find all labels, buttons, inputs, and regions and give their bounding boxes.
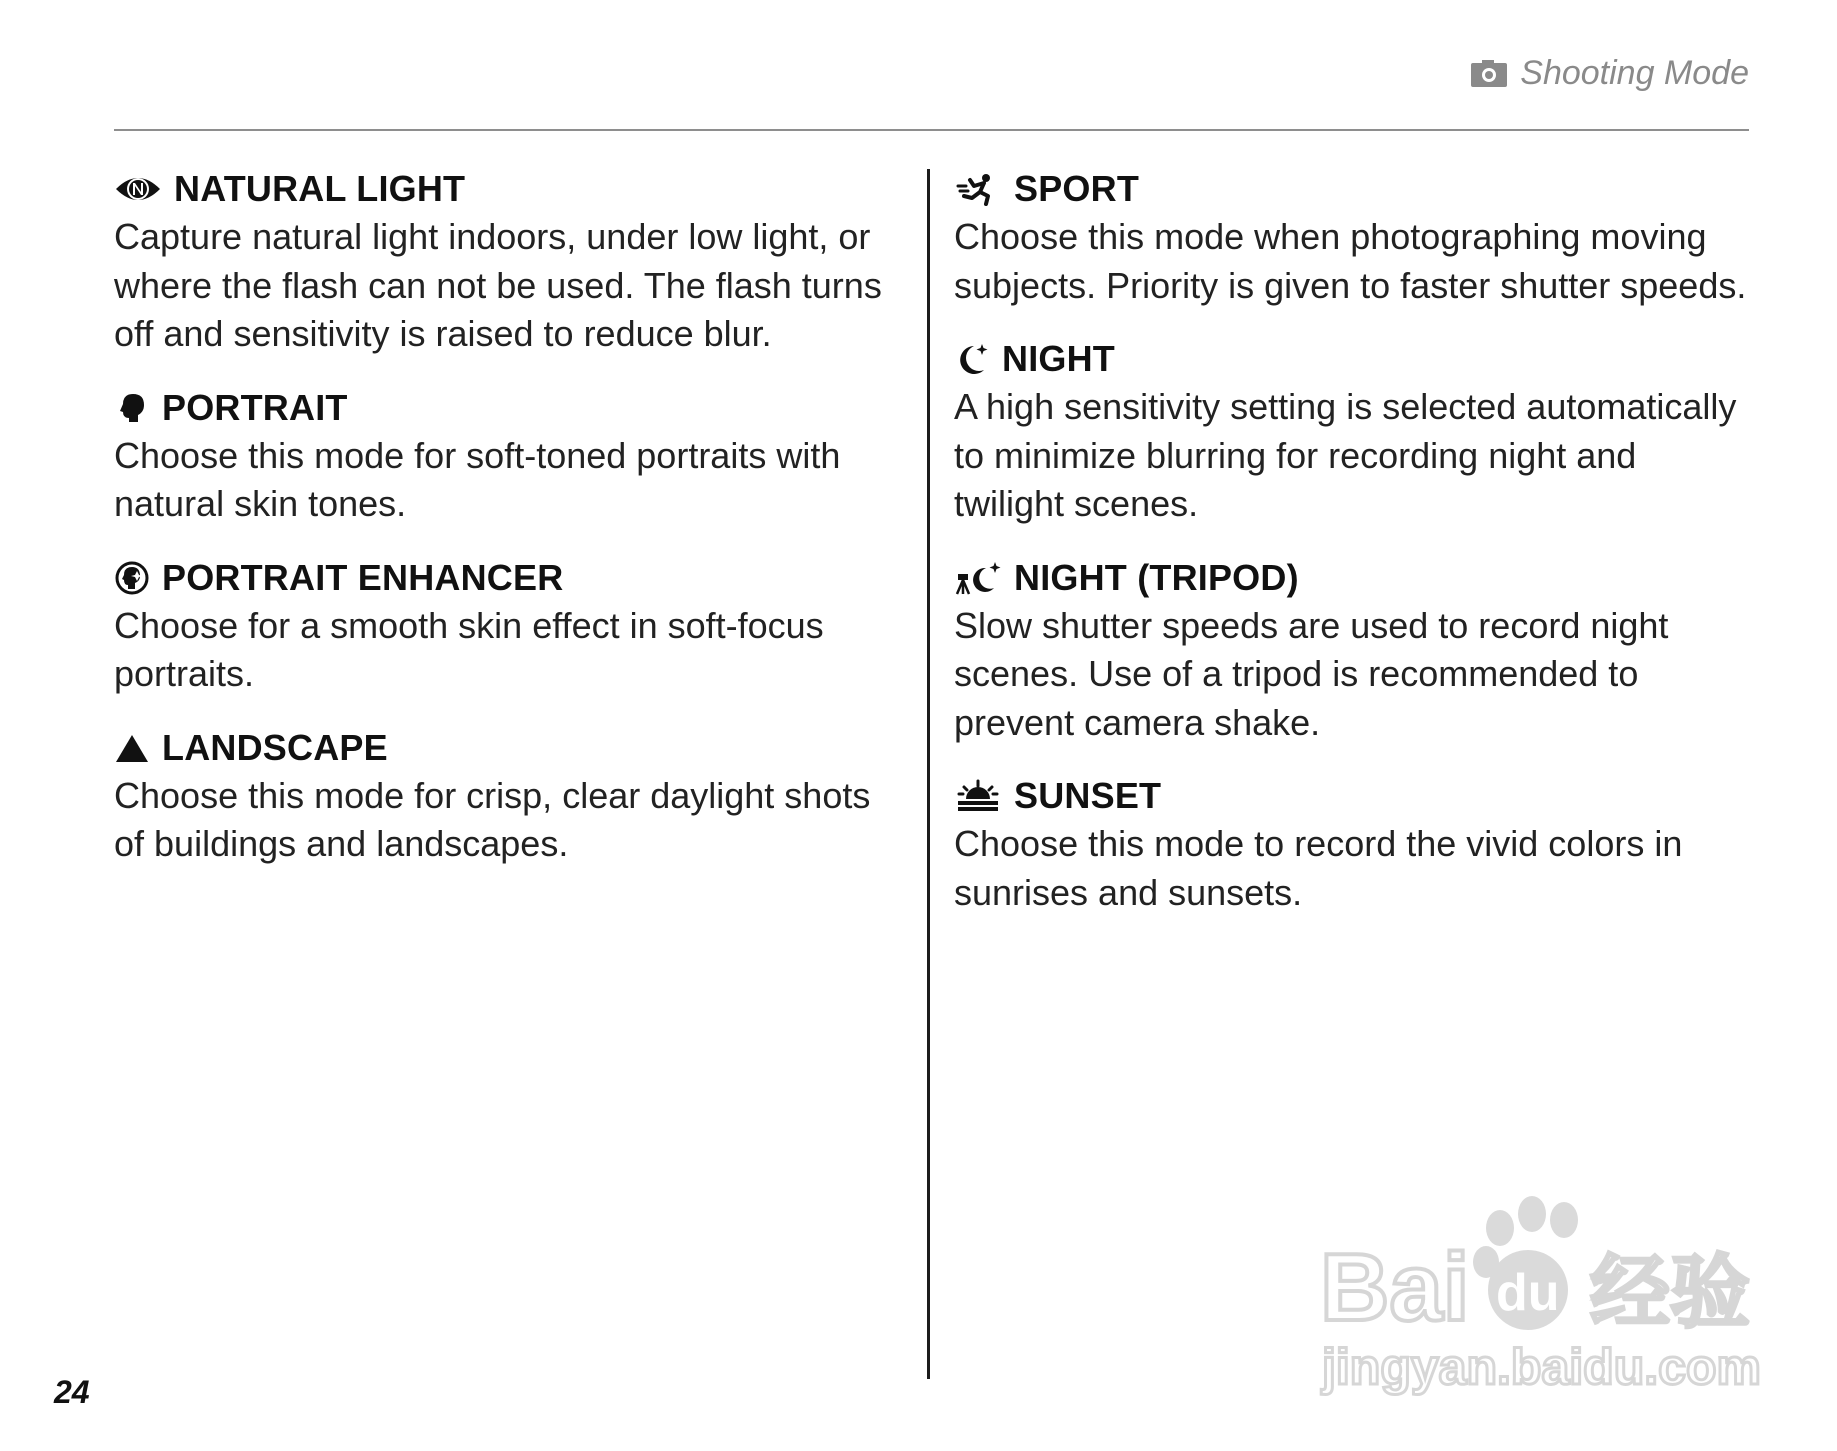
mode-title: NIGHT (TRIPOD) [1014,556,1299,598]
mode-description: Choose this mode to record the vivid colors in sunrises and sunsets. [954,823,1683,913]
mode-title: SUNSET [1014,775,1162,816]
portrait-enhancer-icon [114,560,150,596]
header-rule [114,129,1749,131]
night-icon [954,341,990,377]
mode-title: NIGHT [1002,338,1115,379]
mode-title: SPORT [1014,168,1140,209]
mode-description: Capture natural light indoors, under low light, or where the flash can not be used. The flash turns off and sensitivity is raised to reduce blur. [114,216,882,354]
sport-icon [954,171,1002,207]
natural-light-icon [114,171,162,207]
column-divider [927,169,930,1379]
right-column [954,165,1754,942]
svg-text:Bai: Bai [1320,1234,1470,1341]
mode-portrait [114,384,904,529]
mode-sport [954,165,1754,310]
mode-natural-light [114,165,904,359]
mode-description: Choose for a smooth skin effect in soft-focus portraits. [114,604,824,694]
mode-description: A high sensitivity setting is selected automatically to minimize blurring for recording night and twilight scenes. [954,386,1737,524]
svg-text:jingyan.baidu.com: jingyan.baidu.com [1322,1339,1761,1395]
section-title: Shooting Mode [1520,54,1749,92]
mode-title: PORTRAIT ENHANCER [162,556,564,598]
night-tripod-icon [954,560,1002,596]
mode-description: Choose this mode when photographing moving subjects. Priority is given to faster shutter speeds. [954,216,1747,306]
mode-title: NATURAL LIGHT [174,168,466,209]
mode-description: Slow shutter speeds are used to record night scenes. Use of a tripod is recommended to prevent camera shake. [954,604,1669,743]
mode-night-tripod [954,554,1754,748]
baidu-jingyan-watermark [1300,1180,1770,1400]
mode-sunset [954,772,1754,917]
mode-description: Choose this mode for soft-toned portraits with natural skin tones. [114,434,841,524]
left-column [114,165,904,894]
landscape-icon [114,730,150,766]
mode-title: LANDSCAPE [162,726,388,768]
page-number: 24 [54,1374,90,1410]
mode-description: Choose this mode for crisp, clear daylight shots of buildings and landscapes. [114,774,871,864]
mode-portrait-enhancer [114,554,904,699]
mode-night [954,335,1754,529]
mode-title: PORTRAIT [162,386,348,428]
mode-landscape [114,724,904,869]
running-header [1470,54,1749,93]
svg-text:经验: 经验 [1590,1246,1750,1339]
portrait-icon [114,390,150,426]
svg-text:du: du [1496,1264,1560,1322]
sunset-icon [954,778,1002,814]
camera-icon [1470,60,1508,88]
